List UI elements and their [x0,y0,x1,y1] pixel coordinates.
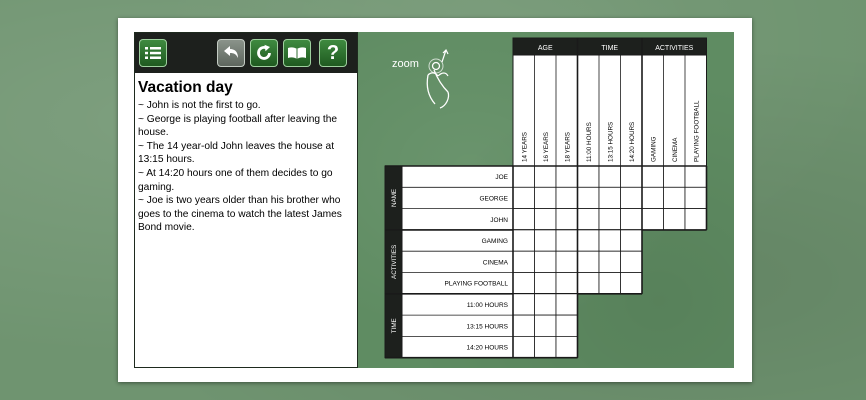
help-icon: ? [326,41,340,64]
grid-cell[interactable] [535,315,557,336]
row-item-label: GEORGE [479,195,508,203]
grid-cell[interactable] [664,187,686,208]
column-item-label: CINEMA [671,137,679,162]
grid-cell[interactable] [599,209,621,230]
grid-cell[interactable] [642,187,664,208]
grid-cell[interactable] [599,166,621,187]
row-item-label: JOHN [490,216,508,224]
grid-cell[interactable] [578,230,600,251]
grid-cell[interactable] [513,230,535,251]
grid-cell[interactable] [556,166,578,187]
game-frame [118,18,752,382]
row-item-label: PLAYING FOOTBALL [444,280,508,288]
grid-cell[interactable] [535,230,557,251]
grid-cell[interactable] [642,166,664,187]
open-book-icon [287,46,307,60]
grid-cell[interactable] [556,209,578,230]
clue-area [138,79,354,235]
zoom-label: zoom [392,58,419,70]
grid-cell[interactable] [513,209,535,230]
grid-cell[interactable] [513,336,535,357]
grid-cell[interactable] [513,315,535,336]
help-button[interactable] [319,39,347,67]
grid-cell[interactable] [556,336,578,357]
grid-cell[interactable] [621,187,643,208]
row-group-label: ACTIVITIES [391,244,398,279]
menu-list-icon [144,45,162,61]
column-item-label: 14 YEARS [521,132,529,162]
grid-cell[interactable] [685,209,707,230]
clue-panel [134,32,358,368]
row-item-label: 13:15 HOURS [466,323,508,331]
column-item-label: 18 YEARS [564,132,572,162]
grid-cell[interactable] [535,336,557,357]
column-group-label: TIME [601,45,619,52]
grid-cell[interactable] [599,187,621,208]
clue-item: ~ At 14:20 hours one of them decides to go gaming. [138,167,333,193]
grid-cell[interactable] [599,230,621,251]
row-item-label: 11:00 HOURS [466,301,508,309]
clue-item: ~ Joe is two years older than his brother who goes to the cinema to watch the latest James Bond movie. [138,195,342,234]
grid-cell[interactable] [513,273,535,294]
grid-cell[interactable] [664,209,686,230]
logic-grid-board [358,32,734,368]
column-item-label: 13:15 HOURS [607,121,615,162]
grid-cell[interactable] [621,166,643,187]
grid-cell[interactable] [685,166,707,187]
grid-cell[interactable] [556,315,578,336]
column-item-label: 16 YEARS [542,132,550,162]
column-group-label: ACTIVITIES [655,45,694,52]
menu-button[interactable] [139,39,167,67]
grid-cell[interactable] [556,294,578,315]
grid-cell[interactable] [556,251,578,272]
grid-cell[interactable] [556,230,578,251]
row-item-label: CINEMA [482,259,508,267]
clue-list [138,99,354,235]
grid-cell[interactable] [578,273,600,294]
restart-icon [255,44,273,62]
grid-cell[interactable] [642,209,664,230]
puzzle-title: Vacation day [138,79,233,96]
grid-cell[interactable] [535,251,557,272]
clue-item: ~ George is playing football after leaving the house. [138,113,338,139]
grid-cell[interactable] [578,209,600,230]
row-item-label: GAMING [481,238,508,246]
toolbar [135,33,357,73]
grid-cell[interactable] [621,230,643,251]
grid-cell[interactable] [535,209,557,230]
clue-item: ~ The 14 year-old John leaves the house at 13:15 hours. [138,140,335,166]
grid-cell[interactable] [513,251,535,272]
column-item-label: GAMING [650,136,658,162]
grid-cell[interactable] [535,273,557,294]
grid-cell[interactable] [535,294,557,315]
grid-cell[interactable] [664,166,686,187]
grid-cell[interactable] [621,273,643,294]
restart-button[interactable] [250,39,278,67]
grid-cell[interactable] [578,251,600,272]
undo-arrow-icon [222,45,240,61]
grid-cell[interactable] [599,251,621,272]
grid-cell[interactable] [599,273,621,294]
row-item-label: 14:20 HOURS [466,344,508,352]
column-group-label: AGE [537,45,553,52]
column-item-label: 11:00 HOURS [585,122,593,162]
grid-cell[interactable] [513,294,535,315]
grid-cell[interactable] [621,251,643,272]
row-group-label: TIME [391,318,398,334]
grid-cell[interactable] [513,166,535,187]
logic-grid [358,32,734,368]
clue-item: ~ John is not the first to go. [138,100,261,111]
grid-cell[interactable] [535,166,557,187]
grid-cell[interactable] [621,209,643,230]
grid-cell[interactable] [535,187,557,208]
row-group-label: NAME [391,188,398,208]
grid-cell[interactable] [578,187,600,208]
grid-cell[interactable] [685,187,707,208]
grid-cell[interactable] [513,187,535,208]
grid-cell[interactable] [556,187,578,208]
column-item-label: 14:20 HOURS [628,121,636,162]
undo-button[interactable] [217,39,245,67]
column-item-label: PLAYING FOOTBALL [693,100,701,162]
guide-book-button[interactable] [283,39,311,67]
row-item-label: JOE [495,174,508,182]
grid-cell[interactable] [556,273,578,294]
grid-cell[interactable] [578,166,600,187]
